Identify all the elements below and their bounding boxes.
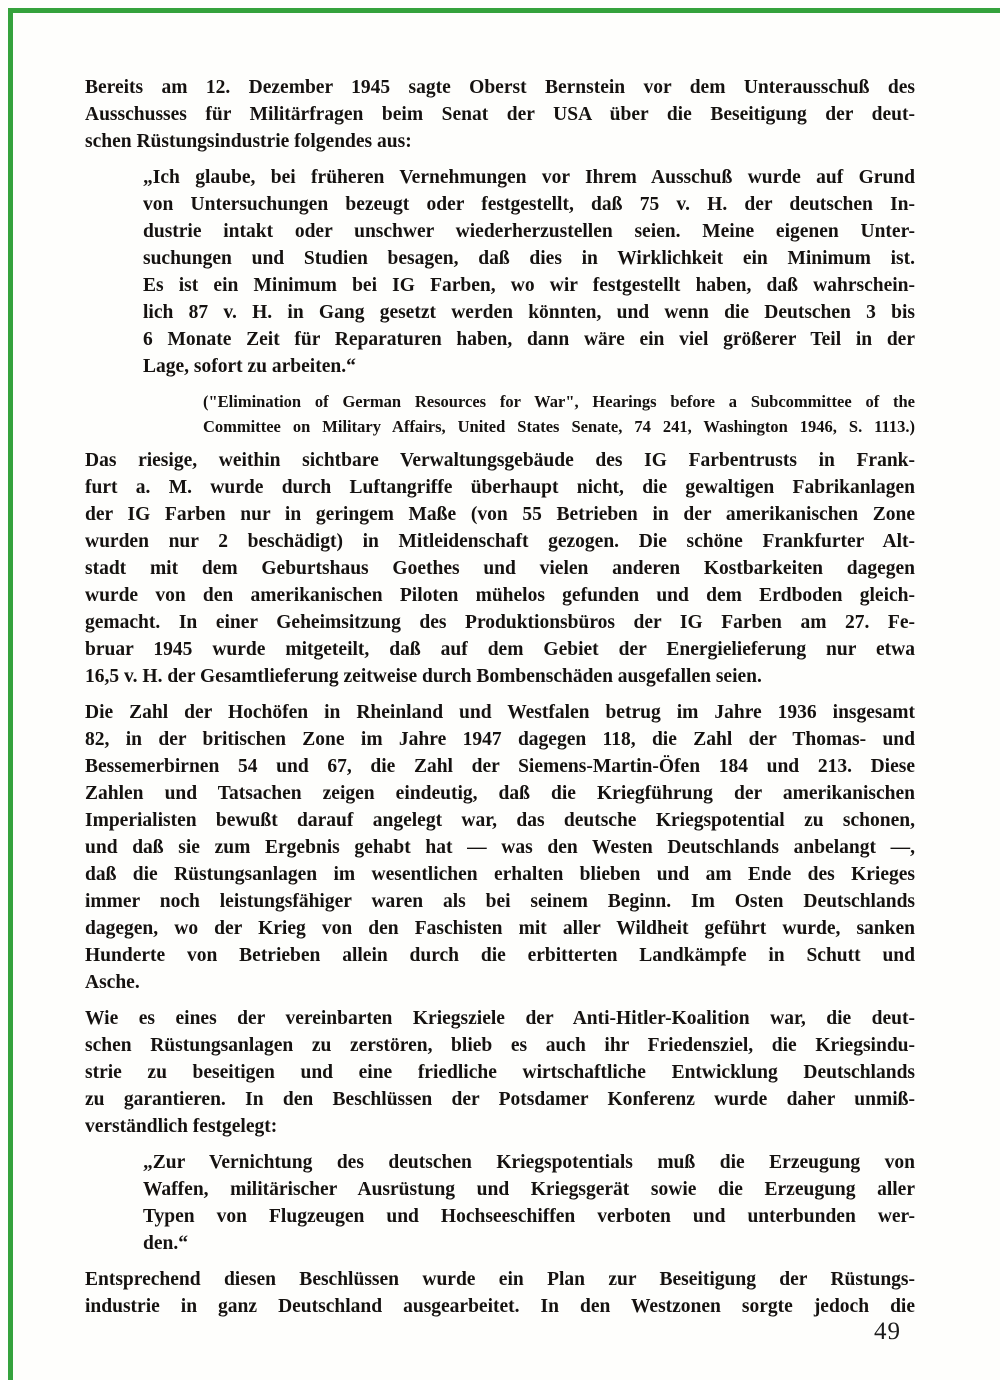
text-line: Asche. — [85, 972, 140, 993]
text-line: stadt mit dem Geburtshaus Goethes und vielen anderen Kostbarkeiten dagegen — [85, 558, 915, 579]
text-line: ("Elimination of German Resources for War", Hearings before a Subcommittee of the — [203, 392, 915, 411]
text-line: Die Zahl der Hochöfen in Rheinland und Westfalen betrug im Jahre 1936 insgesamt — [85, 702, 915, 723]
text-line: 16,5 v. H. der Gesamtlieferung zeitweise durch Bombenschäden ausgefallen seien. — [85, 666, 762, 687]
quote-potsdam — [143, 1149, 915, 1257]
text-line: Entsprechend diesen Beschlüssen wurde ein Plan zur Beseitigung der Rüstungs- — [85, 1269, 915, 1290]
text-line: wurde von den amerikanischen Piloten mühelos gefunden und dem Erdboden gleich- — [85, 585, 915, 606]
text-line: und daß sie zum Ergebnis gehabt hat — was den Westen Deutschlands anbelangt —, — [85, 837, 915, 858]
paragraph-kriegsziele — [85, 1005, 915, 1140]
text-column — [85, 74, 915, 1329]
green-top-rule — [10, 8, 1000, 13]
text-line: den.“ — [143, 1233, 188, 1254]
text-line: 6 Monate Zeit für Reparaturen haben, dann wäre ein viel größerer Teil in der — [143, 329, 915, 350]
paragraph-hochoefen — [85, 699, 915, 996]
text-line: Es ist ein Minimum bei IG Farben, wo wir festgestellt haben, daß wahrschein- — [143, 275, 915, 296]
text-line: 82, in der britischen Zone im Jahre 1947 dagegen 118, die Zahl der Thomas- und — [85, 729, 915, 750]
text-line: Committee on Military Affairs, United States Senate, 74 241, Washington 1946, S. 1113.) — [203, 417, 915, 436]
text-line: Lage, sofort zu arbeiten.“ — [143, 356, 356, 377]
text-line: der IG Farben nur in geringem Maße (von 55 Betrieben in der amerikanischen Zone — [85, 504, 915, 525]
text-line: von Untersuchungen bezeugt oder festgestellt, daß 75 v. H. der deutschen In- — [143, 194, 915, 215]
text-line: dustrie intakt oder unschwer wiederherzustellen seien. Meine eigenen Unter- — [143, 221, 915, 242]
text-line: dagegen, wo der Krieg von den Faschisten mit aller Wildheit geführt wurde, sanken — [85, 918, 915, 939]
paragraph-intro — [85, 74, 915, 155]
text-line: schen Rüstungsanlagen zu zerstören, blieb es auch ihr Friedensziel, die Kriegsindu- — [85, 1035, 915, 1056]
text-line: wurden nur 2 beschädigt) in Mitleidenschaft gezogen. Die schöne Frankfurter Alt- — [85, 531, 915, 552]
page-number: 49 — [874, 1318, 901, 1345]
green-left-rule — [8, 8, 13, 1380]
text-line: furt a. M. wurde durch Luftangriffe überhaupt nicht, die gewaltigen Fabrikanlagen — [85, 477, 915, 498]
text-line: Typen von Flugzeugen und Hochseeschiffen verboten und unterbunden wer- — [143, 1206, 915, 1227]
text-line: Ausschusses für Militärfragen beim Senat der USA über die Beseitigung der deut- — [85, 104, 915, 125]
text-line: lich 87 v. H. in Gang gesetzt werden könnten, und wenn die Deutschen 3 bis — [143, 302, 915, 323]
text-line: suchungen und Studien besagen, daß dies in Wirklichkeit ein Minimum ist. — [143, 248, 915, 269]
text-line: Das riesige, weithin sichtbare Verwaltungsgebäude des IG Farbentrusts in Frank- — [85, 450, 915, 471]
text-line: Imperialisten bewußt darauf angelegt war, das deutsche Kriegspotential zu schonen, — [85, 810, 915, 831]
text-line: „Ich glaube, bei früheren Vernehmungen vor Ihrem Ausschuß wurde auf Grund — [143, 167, 915, 188]
citation-source — [203, 389, 915, 439]
text-line: „Zur Vernichtung des deutschen Kriegspotentials muß die Erzeugung von — [143, 1152, 915, 1173]
text-line: industrie in ganz Deutschland ausgearbeitet. In den Westzonen sorgte jedoch die — [85, 1296, 915, 1317]
text-line: Zahlen und Tatsachen zeigen eindeutig, daß die Kriegführung der amerikanischen — [85, 783, 915, 804]
quote-bernstein — [143, 164, 915, 380]
text-line: gemacht. In einer Geheimsitzung des Produktionsbüros der IG Farben am 27. Fe- — [85, 612, 915, 633]
text-line: schen Rüstungsindustrie folgendes aus: — [85, 131, 412, 152]
text-line: Hunderte von Betrieben allein durch die erbitterten Landkämpfe in Schutt und — [85, 945, 915, 966]
text-line: Bessemerbirnen 54 und 67, die Zahl der Siemens-Martin-Öfen 184 und 213. Diese — [85, 756, 915, 777]
text-line: Waffen, militärischer Ausrüstung und Kriegsgerät sowie die Erzeugung aller — [143, 1179, 915, 1200]
text-line: zu garantieren. In den Beschlüssen der Potsdamer Konferenz wurde daher unmiß- — [85, 1089, 915, 1110]
text-line: Bereits am 12. Dezember 1945 sagte Oberst Bernstein vor dem Unterausschuß des — [85, 77, 915, 98]
text-line: strie zu beseitigen und eine friedliche wirtschaftliche Entwicklung Deutschlands — [85, 1062, 915, 1083]
text-line: bruar 1945 wurde mitgeteilt, daß auf dem Gebiet der Energielieferung nur etwa — [85, 639, 915, 660]
paragraph-plan — [85, 1266, 915, 1320]
text-line: Wie es eines der vereinbarten Kriegsziele der Anti-Hitler-Koalition war, die deut- — [85, 1008, 915, 1029]
text-line: immer noch leistungsfähiger waren als bei seinem Beginn. Im Osten Deutschlands — [85, 891, 915, 912]
text-line: daß die Rüstungsanlagen im wesentlichen erhalten blieben und am Ende des Krieges — [85, 864, 915, 885]
paragraph-ig-farben — [85, 447, 915, 690]
text-line: verständlich festgelegt: — [85, 1116, 278, 1137]
